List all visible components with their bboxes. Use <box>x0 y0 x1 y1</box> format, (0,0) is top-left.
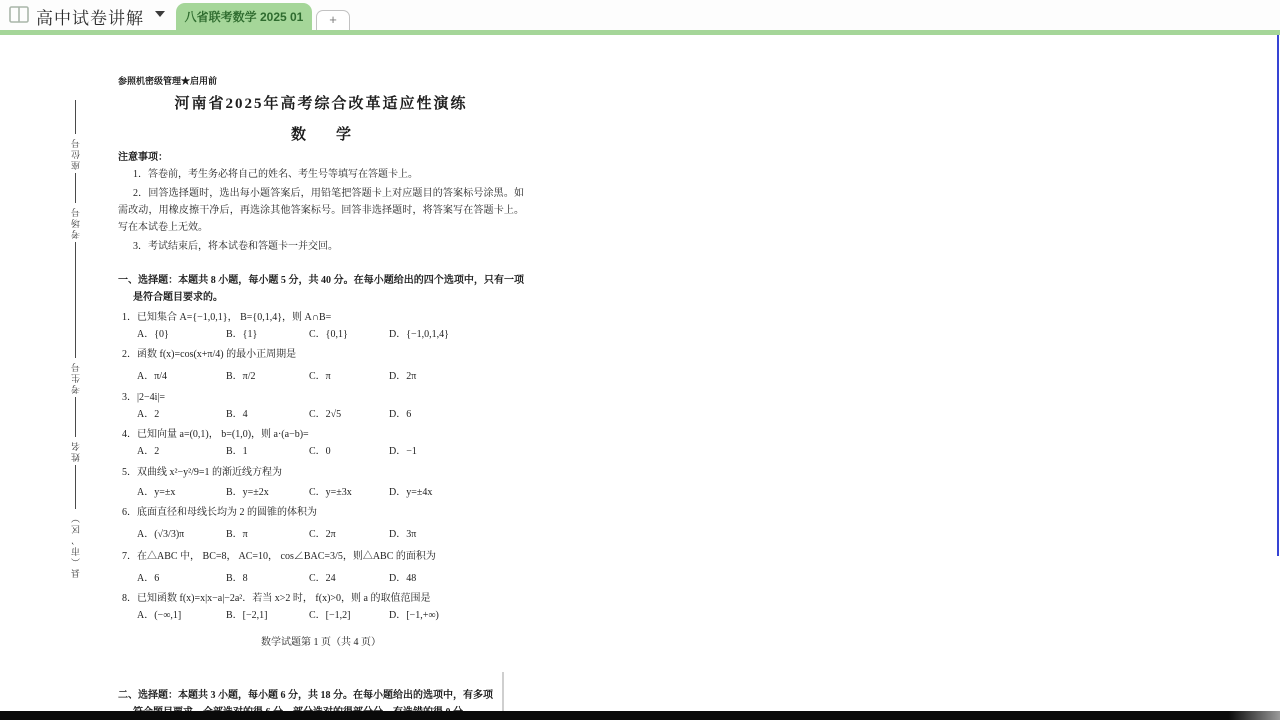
question-list <box>118 310 524 624</box>
option-a: A．y=±x <box>137 487 176 498</box>
option-d: D．6 <box>389 409 412 420</box>
note-item-3: 3．考试结束后，将本试卷和答题卡一并交回。 <box>133 241 338 252</box>
app-title[interactable]: 高中试卷讲解 <box>36 9 144 28</box>
seal-line <box>75 465 76 509</box>
section-1-heading: 一、选择题：本题共 8 小题，每小题 5 分，共 40 分。在每小题给出的四个选项中，只有一项是符合题目要求的。 <box>118 275 524 303</box>
option-b: B．π/2 <box>226 371 256 382</box>
option-d: D．48 <box>389 573 417 584</box>
option-a: A．{0} <box>137 329 169 340</box>
option-d: D．2π <box>389 371 417 382</box>
question-number: 6． <box>122 507 137 518</box>
option-a: A．2 <box>137 409 160 420</box>
option-c: C．2√5 <box>309 409 342 420</box>
subject-title: 数 学 <box>290 127 351 143</box>
note-item-1: 1．答卷前，考生务必将自己的姓名、考生号等填写在答题卡上。 <box>133 169 418 180</box>
tabbar-underline <box>0 30 1280 35</box>
option-c: C．π <box>309 371 331 382</box>
seal-label-candidate: 考生号 <box>70 361 81 394</box>
question-item-8 <box>118 591 524 624</box>
option-a: A．(−∞,1] <box>137 610 182 621</box>
option-b: B．1 <box>226 446 248 457</box>
seal-line <box>75 100 76 134</box>
option-b: B．{1} <box>226 329 258 340</box>
question-number: 2． <box>122 349 137 360</box>
question-stem: |2−4i|= <box>137 392 166 403</box>
option-b: B．4 <box>226 409 248 420</box>
option-b: B．π <box>226 529 248 540</box>
question-number: 5． <box>122 467 137 478</box>
classification-label: 参照机密级管理★启用前 <box>118 76 218 86</box>
option-a: A．(√3/3)π <box>137 529 185 540</box>
tab-exam-paper[interactable]: 八省联考数学 2025 01 <box>176 3 312 30</box>
page2-margin-line <box>502 672 504 711</box>
question-number: 8． <box>122 593 137 604</box>
exam-page-1 <box>118 74 524 648</box>
question-item-1 <box>118 310 524 343</box>
option-c: C．0 <box>309 446 331 457</box>
option-d: D．−1 <box>389 446 417 457</box>
notes-title: 注意事项： <box>118 152 168 163</box>
option-d: D．3π <box>389 529 417 540</box>
question-stem: 双曲线 x²−y²/9=1 的渐近线方程为 <box>137 467 283 478</box>
option-c: C．y=±3x <box>309 487 352 498</box>
question-number: 4． <box>122 429 137 440</box>
option-a: A．6 <box>137 573 160 584</box>
question-number: 7． <box>122 551 137 562</box>
option-b: B．[−2,1] <box>226 610 268 621</box>
section-2-heading-line1: 二、选择题：本题共 3 小题，每小题 6 分，共 18 分。在每小题给出的选项中，有多项 <box>118 690 493 701</box>
bottom-black-bar <box>0 711 1280 720</box>
option-a: A．π/4 <box>137 371 168 382</box>
option-d: D．{−1,0,1,4} <box>389 329 449 340</box>
chevron-down-icon[interactable] <box>155 11 165 17</box>
question-stem: 底面直径和母线长均为 2 的圆锥的体积为 <box>137 507 317 518</box>
question-item-2 <box>118 347 524 385</box>
option-b: B．8 <box>226 573 248 584</box>
plus-icon: + <box>329 12 337 27</box>
question-number: 1． <box>122 312 137 323</box>
question-stem: 已知向量 a=(0,1)， b=(1,0)，则 a·(a−b)= <box>137 429 309 440</box>
option-c: C．2π <box>309 529 336 540</box>
option-d: D．[−1,+∞) <box>389 610 439 621</box>
question-stem: 已知集合 A={−1,0,1}， B={0,1,4}，则 A∩B= <box>137 312 332 323</box>
option-d: D．y=±4x <box>389 487 433 498</box>
seal-line <box>75 242 76 358</box>
seal-line-column <box>62 100 88 581</box>
right-edge-blue-line <box>1277 35 1279 556</box>
seal-label-county: 县（市、区） <box>70 512 81 578</box>
question-item-4 <box>118 427 524 460</box>
question-item-6 <box>118 505 524 543</box>
new-tab-button[interactable] <box>316 10 350 30</box>
option-c: C．[−1,2] <box>309 610 351 621</box>
option-c: C．{0,1} <box>309 329 348 340</box>
question-item-5 <box>118 465 524 501</box>
question-stem: 在△ABC 中， BC=8， AC=10， cos∠BAC=3/5，则△ABC 的面积为 <box>137 551 436 562</box>
seal-label-room: 考场号 <box>70 206 81 239</box>
seal-label-seat: 座位号 <box>70 137 81 170</box>
question-item-7 <box>118 549 524 587</box>
page-footer: 数学试题第 1 页（共 4 页） <box>261 637 381 648</box>
note-item-2: 2．回答选择题时，选出每小题答案后，用铅笔把答题卡上对应题目的答案标号涂黑。如需改动，用橡皮擦干净后，再选涂其他答案标号。回答非选择题时，将答案写在答题卡上。写在本试卷上无效。 <box>118 188 524 233</box>
option-c: C．24 <box>309 573 336 584</box>
titlebar <box>0 0 1280 30</box>
question-stem: 已知函数 f(x)=x|x−a|−2a²．若当 x>2 时， f(x)>0，则 a 的取值范围是 <box>137 593 431 604</box>
seal-label-name: 姓名 <box>70 440 81 462</box>
question-item-3 <box>118 390 524 423</box>
seal-line <box>75 397 76 437</box>
question-number: 3． <box>122 392 137 403</box>
question-stem: 函数 f(x)=cos(x+π/4) 的最小正周期是 <box>137 349 297 360</box>
seal-line <box>75 173 76 203</box>
open-book-icon <box>9 6 29 23</box>
option-a: A．2 <box>137 446 160 457</box>
option-b: B．y=±2x <box>226 487 269 498</box>
paper-title: 河南省2025年高考综合改革适应性演练 <box>174 96 468 112</box>
